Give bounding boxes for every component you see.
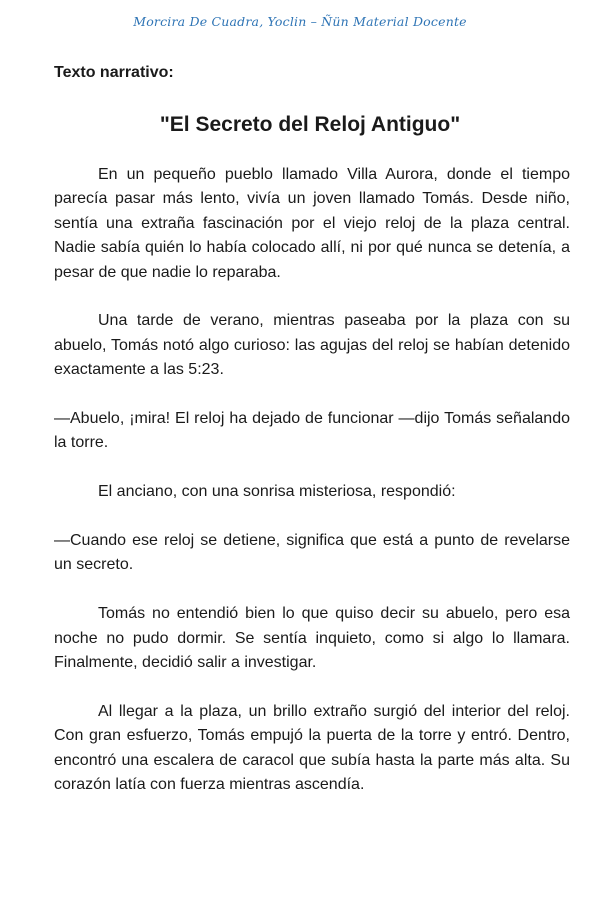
story-title: "El Secreto del Reloj Antiguo": [159, 113, 461, 136]
text-type-label: Texto narrativo:: [54, 64, 174, 81]
story-body: [54, 163, 570, 822]
paragraph-3-dialogue: —Abuelo, ¡mira! El reloj ha dejado de funcionar —dijo Tomás señalando la torre.: [54, 410, 570, 452]
paragraph-4: El anciano, con una sonrisa misteriosa, respondió:: [98, 483, 456, 501]
paragraph-2: Una tarde de verano, mientras paseaba por la plaza con su abuelo, Tomás notó algo curioso: las agujas del reloj se habían detenido exactamente a las 5:23.: [54, 312, 570, 379]
paragraph-7: Al llegar a la plaza, un brillo extraño surgió del interior del reloj. Con gran esfuerzo, Tomás empujó la puerta de la torre y entró. Dentro, encontró una escalera de caracol que subía hasta la parte más alta. Su corazón latía con fuerza mientras ascendía.: [54, 702, 570, 794]
paragraph-1: En un pequeño pueblo llamado Villa Aurora, donde el tiempo parecía pasar más lento, vivía un joven llamado Tomás. Desde niño, sentía una extraña fascinación por el viejo reloj de la plaza central. Nadie sabía quién lo había colocado allí, ni por qué nunca se detenía, a pesar de que nadie lo reparaba.: [54, 166, 570, 281]
page-header-credit: Morcira De Cuadra, Yoclin – Ñün Material Docente: [133, 14, 467, 29]
paragraph-6: Tomás no entendió bien lo que quiso decir su abuelo, pero esa noche no pudo dormir. Se sentía inquieto, como si algo lo llamara. Finalmente, decidió salir a investigar.: [54, 605, 570, 672]
paragraph-5-dialogue: —Cuando ese reloj se detiene, significa que está a punto de revelarse un secreto.: [54, 532, 570, 574]
